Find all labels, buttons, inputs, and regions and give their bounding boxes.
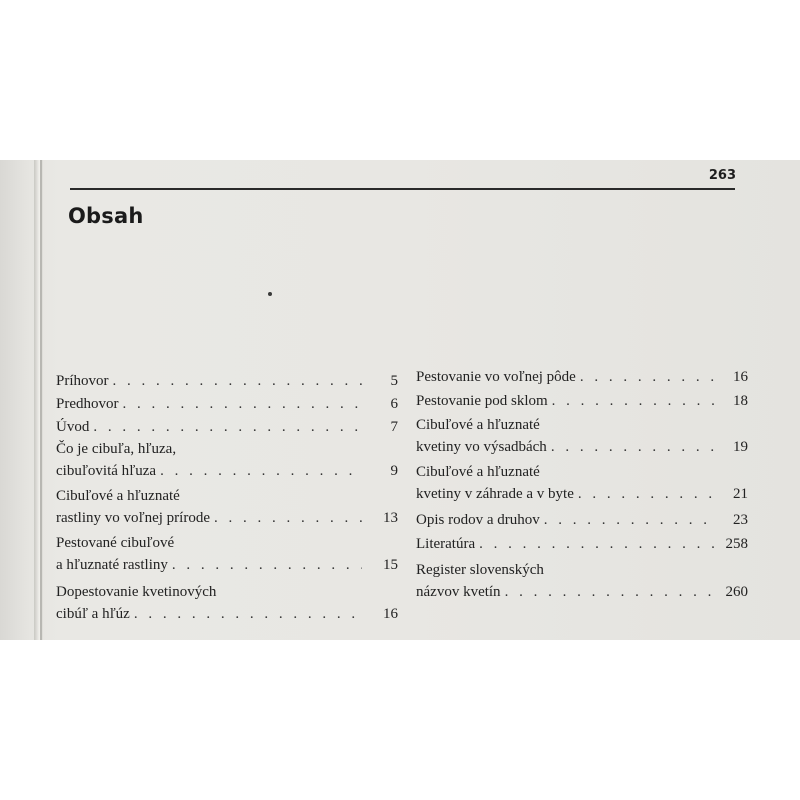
toc-entry [56,438,398,482]
toc-leader-dots [552,390,714,412]
toc-entry-page: 5 [390,373,398,389]
toc-leader-dots [578,483,714,505]
book-page [0,160,800,640]
toc-entry-title: Cibuľové a hľuznaté [56,488,180,504]
toc-entry [56,532,398,576]
toc-entry-page: 258 [725,536,748,552]
toc-entry-title: Čo je cibuľa, hľuza, [56,441,177,457]
toc-leader-dots [123,393,363,415]
toc-entry-page: 13 [383,510,398,526]
toc-entry-title: Opis rodov a druhov [416,512,540,528]
toc-entry-page: 260 [725,584,748,600]
paper-speck [268,292,272,296]
book-gutter-edge [40,160,42,640]
toc-entry-title: Príhovor [56,373,109,389]
toc-leader-dots [544,509,714,531]
toc-entry [416,559,748,603]
toc-entry-page: 9 [390,463,398,479]
toc-column-left [56,370,398,625]
toc-entry-title: Cibuľové a hľuznaté [416,464,540,480]
toc-leader-dots [134,603,362,625]
toc-leader-dots [160,460,362,482]
toc-entry [416,509,748,531]
toc-entry-title: Pestované cibuľové [56,535,175,551]
toc-entry-title: Úvod [56,419,90,435]
toc-entry-title-cont: rastliny vo voľnej prírode [56,510,210,526]
toc-entry [56,393,398,415]
toc-leader-dots [214,507,362,529]
toc-leader-dots [479,533,714,555]
toc-leader-dots [172,554,362,576]
toc-entry-title-cont: kvetiny vo výsadbách [416,439,547,455]
toc-entry-title: Literatúra [416,536,476,552]
page-title: Obsah [68,204,144,228]
toc-leader-dots [505,581,714,603]
toc-entry-title: Register slovenských [416,562,544,578]
toc-leader-dots [113,370,363,392]
header-rule [70,188,735,190]
toc-entry-page: 7 [390,419,398,435]
toc-leader-dots [580,366,714,388]
toc-entry [416,533,748,555]
toc-leader-dots [93,416,362,438]
toc-entry-title-cont: a hľuznaté rastliny [56,557,168,573]
toc-entry-page: 16 [733,369,748,385]
toc-entry [416,366,748,388]
toc-entry [56,370,398,392]
toc-entry-title: Pestovanie vo voľnej pôde [416,369,576,385]
toc-leader-dots [551,436,714,458]
page-number: 263 [708,168,736,183]
toc-entry-title-cont: cibúľ a hľúz [56,606,130,622]
toc-entry-page: 23 [733,512,748,528]
toc-entry [416,414,748,458]
toc-entry-title: Cibuľové a hľuznaté [416,417,540,433]
toc-entry-page: 18 [733,393,748,409]
toc-entry-title-cont: kvetiny v záhrade a v byte [416,486,574,502]
toc-entry-page: 21 [733,486,748,502]
toc-entry-page: 15 [383,557,398,573]
toc-column-right [416,366,748,603]
toc-entry-title-cont: cibuľovitá hľuza [56,463,157,479]
toc-entry-page: 19 [733,439,748,455]
toc-entry [416,390,748,412]
toc-entry-page: 16 [383,606,398,622]
toc-entry [416,461,748,505]
toc-entry [56,416,398,438]
toc-entry [56,485,398,529]
toc-entry [56,581,398,625]
toc-entry-title: Pestovanie pod sklom [416,393,548,409]
toc-entry-title: Predhovor [56,396,119,412]
toc-entry-title: Dopestovanie kvetinových [56,584,217,600]
toc-entry-page: 6 [390,396,398,412]
toc-entry-title-cont: názvov kvetín [416,584,501,600]
